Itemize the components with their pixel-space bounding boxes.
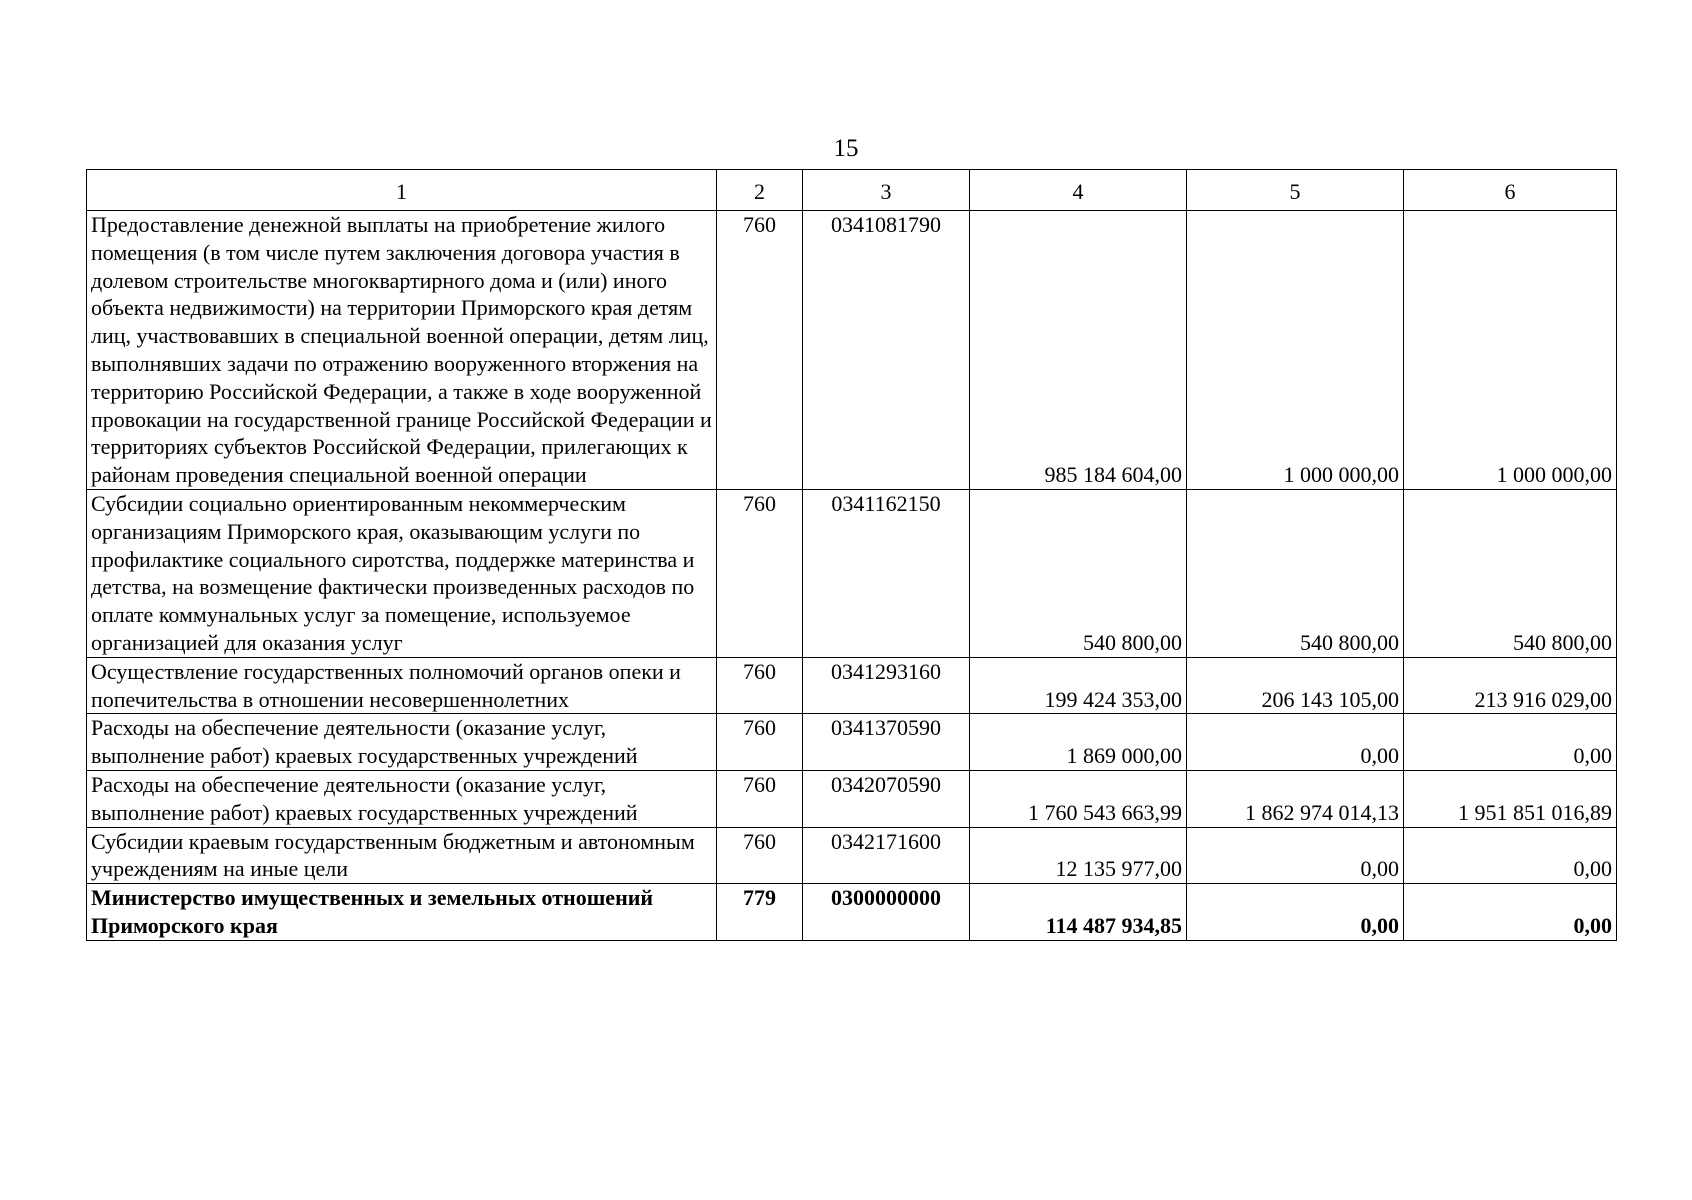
- row-target-code: 0342070590: [803, 770, 970, 827]
- row-ministry-code: 760: [717, 770, 803, 827]
- table-row: [87, 657, 1617, 714]
- row-name: Министерство имущественных и земельных отношений Приморского края: [87, 884, 717, 941]
- row-amount-col4: 985 184 604,00: [970, 211, 1187, 490]
- row-amount-col5: 206 143 105,00: [1187, 657, 1404, 714]
- table-header-row: [87, 170, 1617, 211]
- row-name: Осуществление государственных полномочий органов опеки и попечительства в отношении несовершеннолетних: [87, 657, 717, 714]
- row-amount-col4: 1 869 000,00: [970, 714, 1187, 771]
- table-row: [87, 714, 1617, 771]
- row-amount-col5: 1 862 974 014,13: [1187, 770, 1404, 827]
- row-amount-col4: 540 800,00: [970, 489, 1187, 657]
- row-name: Субсидии краевым государственным бюджетным и автономным учреждениям на иные цели: [87, 827, 717, 884]
- row-name: Субсидии социально ориентированным некоммерческим организациям Приморского края, оказывающим услуги по профилактике социального сиротства, поддержке материнства и детства, на возмещение фактически произведенных расходов по оплате коммунальных услуг за помещение, используемое организацией для оказания услуг: [87, 489, 717, 657]
- row-target-code: 0341162150: [803, 489, 970, 657]
- row-target-code: 0300000000: [803, 884, 970, 941]
- row-amount-col6: 0,00: [1404, 884, 1617, 941]
- budget-table: [86, 169, 1617, 941]
- row-amount-col5: 0,00: [1187, 827, 1404, 884]
- row-ministry-code: 760: [717, 714, 803, 771]
- table-row: [87, 827, 1617, 884]
- row-ministry-code: 779: [717, 884, 803, 941]
- column-header: 5: [1187, 170, 1404, 211]
- row-name: Расходы на обеспечение деятельности (оказание услуг, выполнение работ) краевых государственных учреждений: [87, 714, 717, 771]
- row-target-code: 0341081790: [803, 211, 970, 490]
- row-amount-col6: 0,00: [1404, 827, 1617, 884]
- row-target-code: 0342171600: [803, 827, 970, 884]
- row-amount-col6: 1 951 851 016,89: [1404, 770, 1617, 827]
- row-amount-col4: 114 487 934,85: [970, 884, 1187, 941]
- row-amount-col6: 0,00: [1404, 714, 1617, 771]
- row-amount-col5: 540 800,00: [1187, 489, 1404, 657]
- page-number: 15: [833, 135, 859, 162]
- row-amount-col5: 0,00: [1187, 884, 1404, 941]
- table-row: [87, 489, 1617, 657]
- row-target-code: 0341370590: [803, 714, 970, 771]
- row-amount-col4: 12 135 977,00: [970, 827, 1187, 884]
- row-target-code: 0341293160: [803, 657, 970, 714]
- row-amount-col6: 540 800,00: [1404, 489, 1617, 657]
- row-ministry-code: 760: [717, 489, 803, 657]
- row-ministry-code: 760: [717, 827, 803, 884]
- row-amount-col4: 199 424 353,00: [970, 657, 1187, 714]
- row-amount-col6: 1 000 000,00: [1404, 211, 1617, 490]
- column-header: 3: [803, 170, 970, 211]
- row-amount-col6: 213 916 029,00: [1404, 657, 1617, 714]
- row-ministry-code: 760: [717, 657, 803, 714]
- row-amount-col4: 1 760 543 663,99: [970, 770, 1187, 827]
- column-header: 2: [717, 170, 803, 211]
- row-ministry-code: 760: [717, 211, 803, 490]
- row-amount-col5: 1 000 000,00: [1187, 211, 1404, 490]
- table-row: [87, 211, 1617, 490]
- table-row: [87, 770, 1617, 827]
- column-header: 1: [87, 170, 717, 211]
- column-header: 6: [1404, 170, 1617, 211]
- row-name: Предоставление денежной выплаты на приобретение жилого помещения (в том числе путем заключения договора участия в долевом строительстве многоквартирного дома и (или) иного объекта недвижимости) на территории Приморского края детям лиц, участвовавших в специальной военной операции, детям лиц, выполнявших задачи по отражению вооруженного вторжения на территорию Российской Федерации, а также в ходе вооруженной провокации на государственной границе Российской Федерации и территориях субъектов Российской Федерации, прилегающих к районам проведения специальной военной операции: [87, 211, 717, 490]
- column-header: 4: [970, 170, 1187, 211]
- table-row-total: [87, 884, 1617, 941]
- row-amount-col5: 0,00: [1187, 714, 1404, 771]
- row-name: Расходы на обеспечение деятельности (оказание услуг, выполнение работ) краевых государственных учреждений: [87, 770, 717, 827]
